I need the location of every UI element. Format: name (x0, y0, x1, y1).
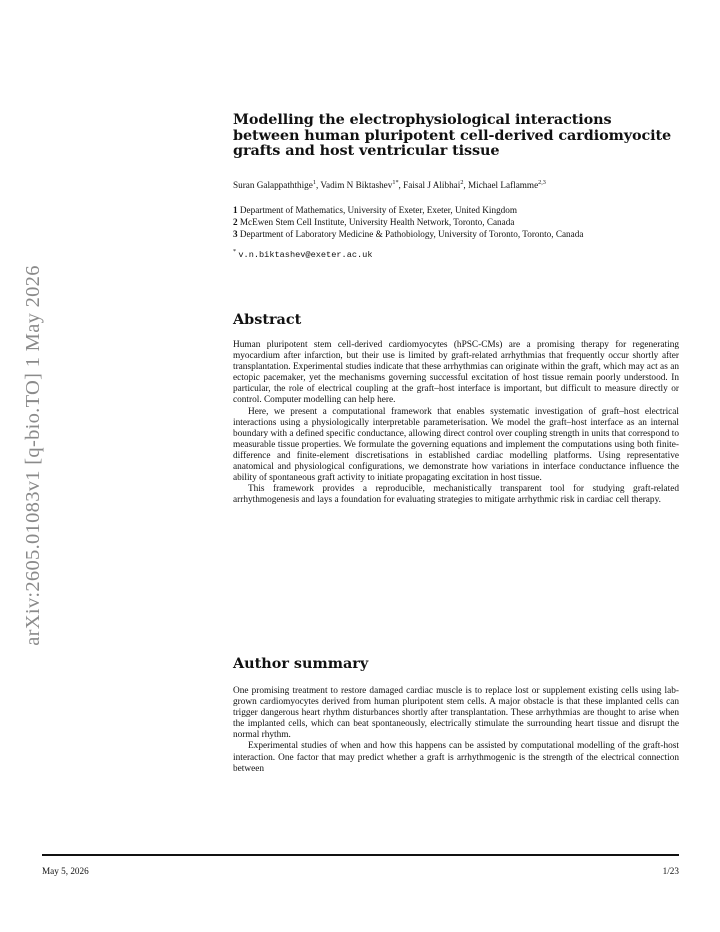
author-name: Suran Galappaththige (233, 180, 313, 190)
affiliation (233, 205, 679, 217)
affiliation-text: Department of Mathematics, University of Exeter, Exeter, United Kingdom (239, 205, 517, 215)
abstract-paragraph: This framework provides a reproducible, mechanistically transparent tool for studying graft-related arrhythmogenesis and lays a foundation for evaluating strategies to mitigate arrhythmic risk in cardiac cell therapy. (233, 484, 679, 506)
abstract-paragraph: Human pluripotent stem cell-derived cardiomyocytes (hPSC-CMs) are a promising therapy for regenerating myocardium after infarction, but their use is limited by graft-related arrhythmias that frequently occur shortly after transplantation. Experimental studies indicate that these arrhythmias can originate within the graft, which may act as an ectopic pacemaker, yet the mechanisms governing successful excitation of host tissue remain poorly understood. In particular, the role of electrical coupling at the graft–host interface is important, but difficult to measure directly or control. Computer modelling can help here. (233, 340, 679, 406)
paper-title: Modelling the electrophysiological interactions between human pluripotent cell-derived cardiomyocite grafts and host ventricular tissue (233, 111, 672, 160)
affiliation-text: McEwen Stem Cell Institute, University Health Network, Toronto, Canada (239, 216, 515, 227)
arxiv-stamp-text: arXiv:2605.01083v1 [q-bio.TO] 1 May 2026 (21, 264, 44, 646)
author-name: Vadim N Biktashev (320, 180, 393, 190)
affiliation (233, 217, 679, 229)
footer-date: May 5, 2026 (42, 866, 89, 876)
affiliation-number: 1 (233, 205, 238, 215)
affiliation-number: 3 (233, 228, 238, 239)
email-link[interactable]: v.n.biktashev@exeter.ac.uk (238, 250, 373, 260)
page-number: 1/23 (662, 866, 679, 876)
abstract-paragraph: Here, we present a computational framework that enables systematic investigation of graft–host electrical interactions using a physiologically interpretable parameterisation. We model the graft–host interface as an internal boundary with a defined specific conductance, allowing direct control over coupling strength in units that correspond to measurable tissue properties. We formulate the governing equations and implement the computations using both finite-difference and finite-element discretisations in established cardiac modelling platforms. Using representative anatomical and physiological configurations, we demonstrate how variations in interface conductance influence the ability of spontaneous graft activity to initiate propagating excitation in host tissue. (233, 406, 679, 484)
footer-rule (42, 854, 679, 856)
author-affil-mark: 1* (392, 178, 399, 186)
corresponding-mark: * (233, 247, 237, 255)
corresponding-author (233, 248, 679, 261)
abstract-body (233, 340, 679, 506)
arxiv-stamp (13, 245, 53, 665)
author-affil-mark: 2 (460, 178, 464, 186)
affiliation-text: Department of Laboratory Medicine & Pathobiology, University of Toronto, Toronto, Canada (239, 228, 584, 239)
author-name: Michael Laflamme (468, 180, 539, 190)
summary-paragraph: One promising treatment to restore damaged cardiac muscle is to replace lost or supplement existing cells using lab-grown cardiomyocytes derived from human pluripotent stem cells. A major obstacle is that these implanted cells can trigger dangerous heart rhythm disturbances shortly after transplantation. These arrhythmias are thought to arise when the implanted cells, which can beat spontaneously, electrically stimulate the surrounding heart tissue and disrupt the normal rhythm. (233, 686, 679, 741)
affiliation-list (233, 205, 679, 240)
author-affil-mark: 1 (312, 178, 316, 186)
affiliation (233, 229, 679, 241)
author-summary-body (233, 686, 679, 775)
author-summary-heading: Author summary (233, 655, 369, 672)
affiliation-number: 2 (233, 216, 238, 227)
summary-paragraph: Experimental studies of when and how this happens can be assisted by computational modelling of the graft-host interaction. One factor that may predict whether a graft is arrhythmogenic is the strength of the electrical connection between (233, 741, 679, 774)
author-affil-mark: 2,3 (538, 178, 546, 186)
abstract-heading: Abstract (233, 311, 302, 328)
author-list: Suran Galappaththige$^1$, Vadim N Biktashev$^{1*}$, Faisal J Alibhai$^2$, Michael Laflamme$^{2,3}$ (233, 178, 546, 190)
author-name: Faisal J Alibhai (403, 180, 461, 190)
